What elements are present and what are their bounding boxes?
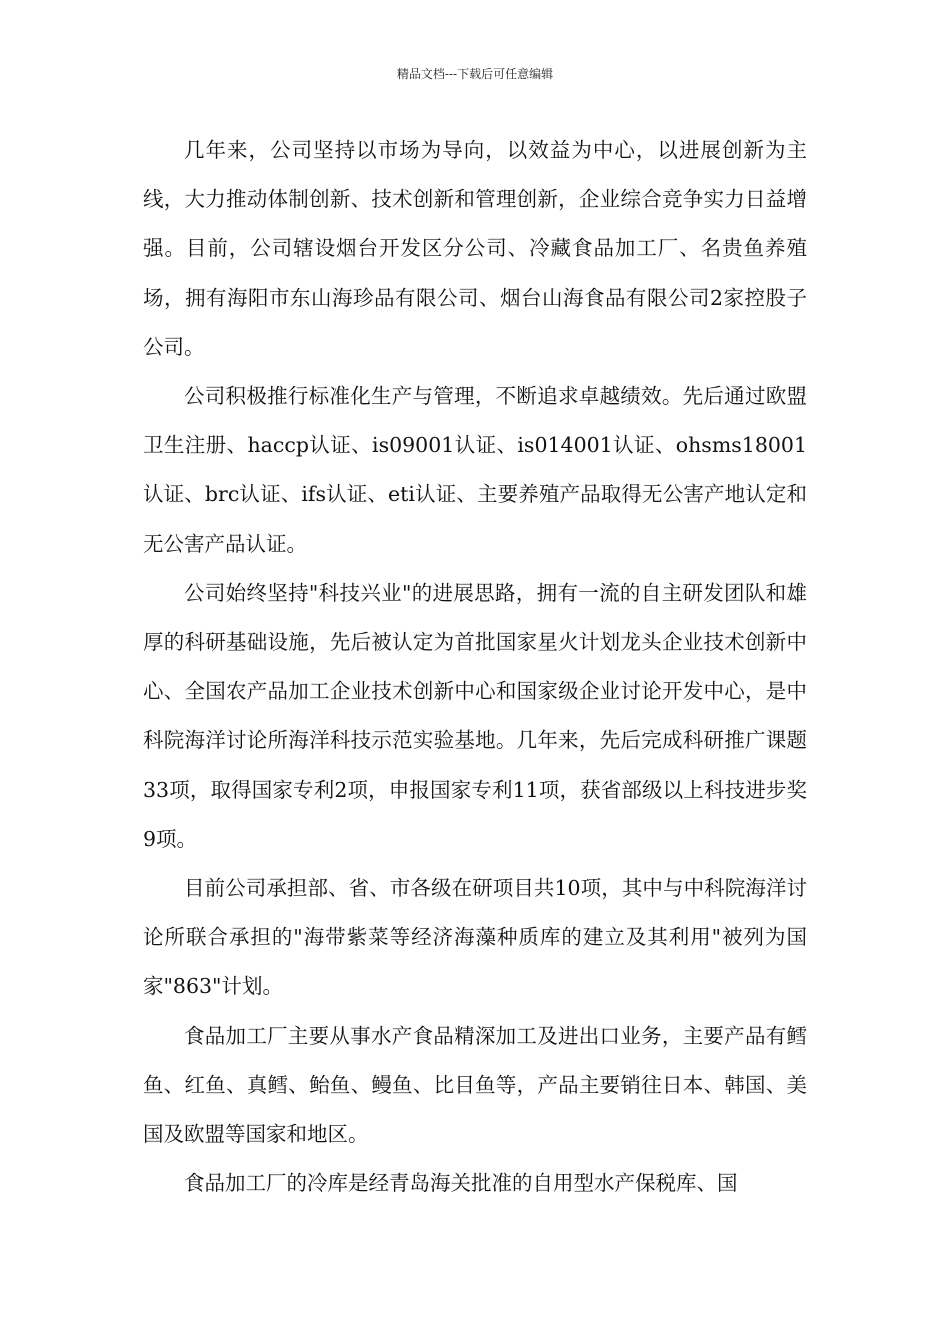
paragraph: 公司始终坚持"科技兴业"的进展思路，拥有一流的自主研发团队和雄厚的科研基础设施，先后被认定为首批国家星火计划龙头企业技术创新中心、全国农产品加工企业技术创新中心和国家级企业讨论开发中心，是中科院海洋讨论所海洋科技示范实验基地。几年来，先后完成科研推广课题33项，取得国家专利2项，申报国家专利11项，获省部级以上科技进步奖9项。 bbox=[143, 580, 807, 851]
paragraph: 几年来，公司坚持以市场为导向，以效益为中心，以进展创新为主线，大力推动体制创新、技术创新和管理创新，企业综合竞争实力日益增强。目前，公司辖设烟台开发区分公司、冷藏食品加工厂、名贵鱼养殖场，拥有海阳市东山海珍品有限公司、烟台山海食品有限公司2家控股子公司。 bbox=[143, 138, 807, 359]
paragraph: 食品加工厂主要从事水产食品精深加工及进出口业务，主要产品有鳕鱼、红鱼、真鳕、鲐鱼、鳗鱼、比目鱼等，产品主要销往日本、韩国、美国及欧盟等国家和地区。 bbox=[143, 1023, 807, 1147]
paragraph: 目前公司承担部、省、市各级在研项目共10项，其中与中科院海洋讨论所联合承担的"海带紫菜等经济海藻种质库的建立及其利用"被列为国家"863"计划。 bbox=[143, 876, 807, 999]
document-body bbox=[143, 126, 807, 1208]
paragraph: 公司积极推行标准化生产与管理，不断追求卓越绩效。先后通过欧盟卫生注册、haccp认证、is09001认证、is014001认证、ohsms18001认证、brc认证、ifs认证、eti认证、主要养殖产品取得无公害产地认定和无公害产品认证。 bbox=[143, 384, 807, 556]
paragraph: 食品加工厂的冷库是经青岛海关批准的自用型水产保税库、国 bbox=[184, 1171, 738, 1196]
page-header: 精品文档---下载后可任意编辑 bbox=[396, 67, 554, 81]
